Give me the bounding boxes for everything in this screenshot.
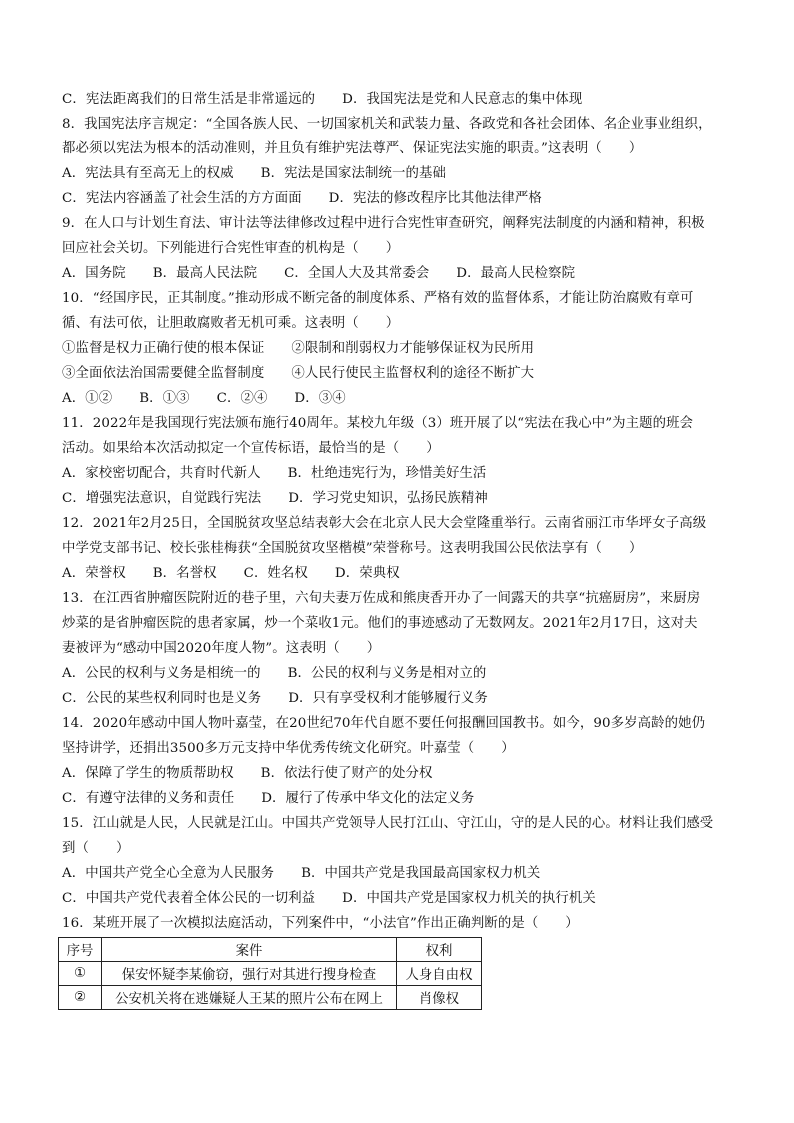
question-13-stem: 13．在江西省肿瘤医院附近的巷子里，六旬夫妻万佐成和熊庚香开办了一间露天的共享“抗癌厨房”，来厨房 bbox=[62, 591, 701, 606]
options-line: A．宪法具有至高无上的权威 B．宪法是国家法制统一的基础 bbox=[62, 166, 446, 181]
question-16-stem: 16．某班开展了一次模拟法庭活动，下列案件中，“小法官”作出正确判断的是（ ） bbox=[62, 916, 579, 931]
case-table bbox=[58, 937, 482, 1010]
header-cell: 序号 bbox=[59, 938, 102, 962]
text-line: 回应社会关切。下列能进行合宪性审查的机构是（ ） bbox=[62, 241, 400, 256]
text-line: 妻被评为“感动中国2020年度人物”。这表明（ ） bbox=[62, 641, 381, 656]
text-line: 中学党支部书记、校长张桂梅获“全国脱贫攻坚楷模”荣誉称号。这表明我国公民依法享有（ ） bbox=[62, 541, 643, 556]
options-line: C．有遵守法律的义务和责任 D．履行了传承中华文化的法定义务 bbox=[62, 791, 475, 806]
header-cell: 权利 bbox=[397, 938, 482, 962]
table-header-row bbox=[59, 938, 482, 962]
options-line: A．荣誉权 B．名誉权 C．姓名权 D．荣典权 bbox=[62, 566, 400, 581]
options-line: C．增强宪法意识，自觉践行宪法 D．学习党史知识，弘扬民族精神 bbox=[62, 491, 488, 506]
options-line: A．①② B．①③ C．②④ D．③④ bbox=[62, 391, 346, 406]
question-12-stem: 12．2021年2月25日，全国脱贫攻坚总结表彰大会在北京人民大会堂隆重举行。云南省丽江市华坪女子高级 bbox=[62, 516, 707, 531]
table-row bbox=[59, 962, 482, 986]
text-line: 炒菜的是省肿瘤医院的患者家属，炒一个菜收1元。他们的事迹感动了无数网友。2021年2月17日，这对夫 bbox=[62, 616, 698, 631]
question-8-stem: 8．我国宪法序言规定：“全国各族人民、一切国家机关和武装力量、各政党和各社会团体、名企业事业组织， bbox=[62, 117, 712, 132]
options-line: C．公民的某些权利同时也是义务 D．只有享受权利才能够履行义务 bbox=[62, 691, 488, 706]
header-cell: 案件 bbox=[102, 938, 397, 962]
question-11-stem: 11．2022年是我国现行宪法颁布施行40周年。某校九年级（3）班开展了以“宪法在我心中”为主题的班会 bbox=[62, 416, 694, 431]
table-cell: 保安怀疑李某偷窃，强行对其进行搜身检查 bbox=[102, 962, 397, 986]
options-line: A．公民的权利与义务是相统一的 B．公民的权利与义务是相对立的 bbox=[62, 666, 487, 681]
table-cell: ② bbox=[59, 986, 102, 1010]
options-line: A．中国共产党全心全意为人民服务 B．中国共产党是我国最高国家权力机关 bbox=[62, 866, 541, 881]
options-line: C．宪法内容涵盖了社会生活的方方面面 D．宪法的修改程序比其他法律严格 bbox=[62, 191, 542, 206]
table-row bbox=[59, 986, 482, 1010]
text-line: 到（ ） bbox=[62, 841, 130, 856]
text-line: 都必须以宪法为根本的活动准则，并且负有维护宪法尊严、保证宪法实施的职责。”这表明（ ） bbox=[62, 141, 643, 156]
question-14-stem: 14．2020年感动中国人物叶嘉莹，在20世纪70年代自愿不要任何报酬回国教书。如今，90多岁高龄的她仍 bbox=[62, 716, 706, 731]
table-cell: 公安机关将在逃嫌疑人王某的照片公布在网上 bbox=[102, 986, 397, 1010]
table-cell: 人身自由权 bbox=[397, 962, 482, 986]
text-line: C．宪法距离我们的日常生活是非常遥远的 D．我国宪法是党和人民意志的集中体现 bbox=[62, 92, 583, 107]
options-line: A．国务院 B．最高人民法院 C．全国人大及其常委会 D．最高人民检察院 bbox=[62, 266, 576, 281]
table-cell: 肖像权 bbox=[397, 986, 482, 1010]
options-line: C．中国共产党代表着全体公民的一切利益 D．中国共产党是国家权力机关的执行机关 bbox=[62, 891, 596, 906]
question-9-stem: 9．在人口与计划生育法、审计法等法律修改过程中进行合宪性审查研究，阐释宪法制度的内涵和精神，积极 bbox=[62, 216, 705, 231]
options-line: A．保障了学生的物质帮助权 B．依法行使了财产的处分权 bbox=[62, 766, 433, 781]
text-line: 坚持讲学，还捐出3500多万元支持中华优秀传统文化研究。叶嘉莹（ ） bbox=[62, 741, 515, 756]
options-line: A．家校密切配合，共育时代新人 B．杜绝违宪行为，珍惜美好生活 bbox=[62, 466, 487, 481]
question-10-stem: 10．“经国序民，正其制度。”推动形成不断完备的制度体系、严格有效的监督体系，才能让防治腐败有章可 bbox=[62, 291, 694, 306]
text-line: 活动。如果给本次活动拟定一个宣传标语，最恰当的是（ ） bbox=[62, 441, 440, 456]
statements-line: ①监督是权力正确行使的根本保证 ②限制和削弱权力才能够保证权为民所用 bbox=[62, 341, 535, 356]
statements-line: ③全面依法治国需要健全监督制度 ④人民行使民主监督权利的途径不断扩大 bbox=[62, 366, 535, 381]
question-15-stem: 15．江山就是人民，人民就是江山。中国共产党领导人民打江山、守江山，守的是人民的心。材料让我们感受 bbox=[62, 816, 714, 831]
table-cell: ① bbox=[59, 962, 102, 986]
text-line: 循、有法可依，让胆敢腐败者无机可乘。这表明（ ） bbox=[62, 316, 400, 331]
